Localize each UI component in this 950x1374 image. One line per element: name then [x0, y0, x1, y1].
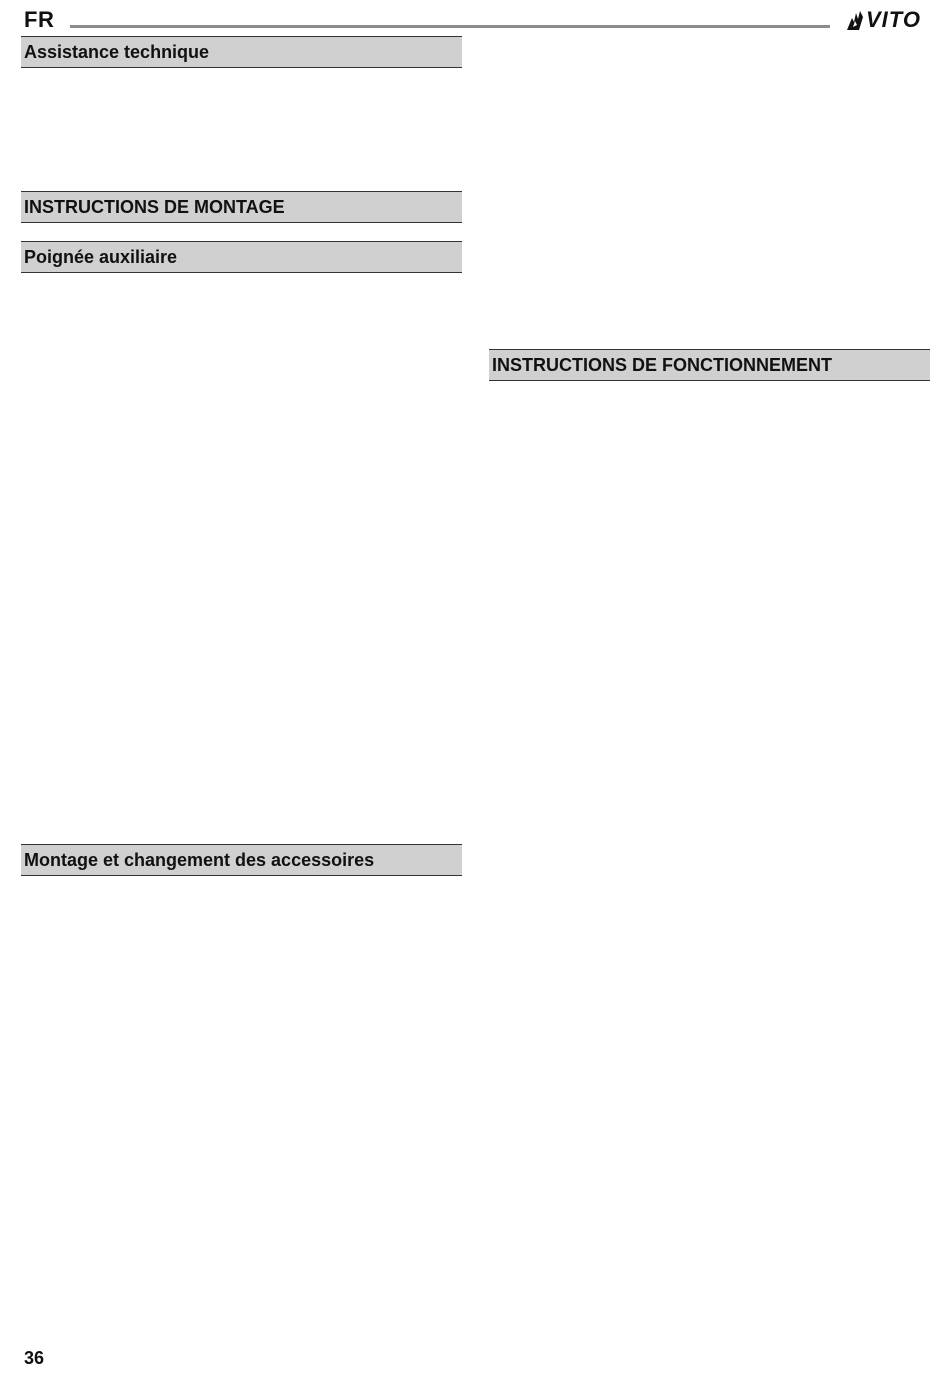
page-number: 36 [24, 1348, 45, 1368]
language-code: FR [24, 7, 55, 32]
section-heading-assistance-technique: Assistance technique [21, 36, 462, 68]
header-rule [70, 25, 830, 28]
section-heading-poignee-auxiliaire: Poignée auxiliaire [21, 241, 462, 273]
brand-name: VITO [866, 7, 921, 32]
brand-logo [845, 6, 921, 34]
section-heading-montage-accessoires: Montage et changement des accessoires [21, 844, 462, 876]
vito-flame-logo-icon [845, 9, 865, 31]
section-heading-instructions-de-fonctionnement: INSTRUCTIONS DE FONCTIONNEMENT [489, 349, 930, 381]
section-heading-instructions-de-montage: INSTRUCTIONS DE MONTAGE [21, 191, 462, 223]
